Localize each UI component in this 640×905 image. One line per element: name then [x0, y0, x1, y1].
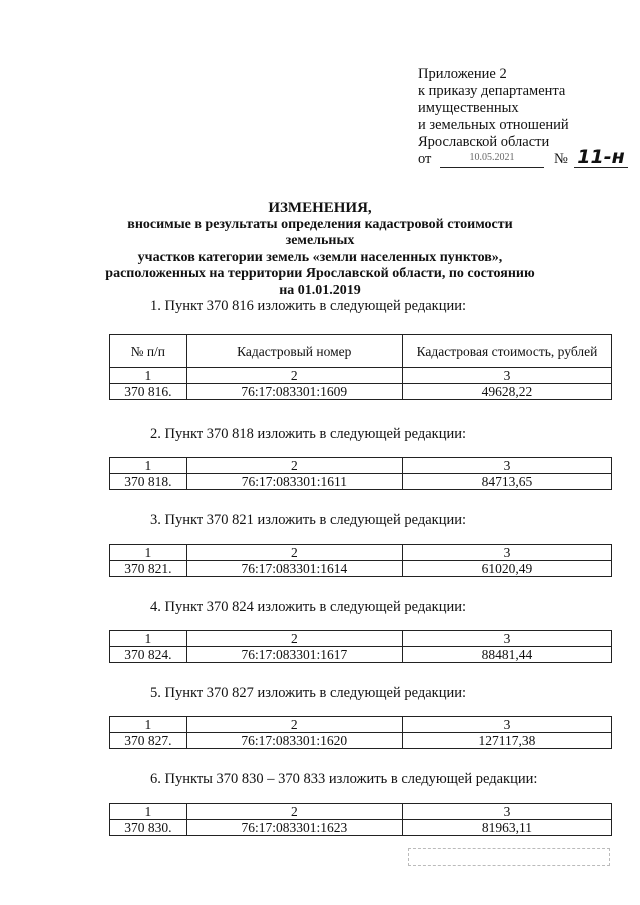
- appendix-line: Приложение 2: [418, 66, 507, 82]
- table-row: [110, 820, 612, 836]
- col-number-1: 1: [110, 804, 187, 820]
- row-number: 370 821.: [110, 561, 187, 577]
- table-row: [110, 384, 612, 400]
- col-number-2: 2: [186, 717, 402, 733]
- column-number-row: [110, 631, 612, 647]
- row-value: 127117,38: [402, 733, 611, 749]
- table-row: [110, 647, 612, 663]
- row-value: 88481,44: [402, 647, 611, 663]
- col-number-1: 1: [110, 458, 187, 474]
- appendix-line: Ярославской области: [418, 134, 550, 150]
- row-number: 370 818.: [110, 474, 187, 490]
- table-row: [110, 733, 612, 749]
- column-number-row: [110, 545, 612, 561]
- section-title: 4. Пункт 370 824 изложить в следующей редакции:: [150, 599, 467, 615]
- table-row: [110, 474, 612, 490]
- col-number-2: 2: [186, 545, 402, 561]
- data-table: [109, 544, 612, 577]
- table-row: [110, 561, 612, 577]
- col-number-3: 3: [402, 458, 611, 474]
- header-cadastral: Кадастровый номер: [186, 335, 402, 368]
- row-cadastral: 76:17:083301:1623: [186, 820, 402, 836]
- header-value: Кадастровая стоимость, рублей: [402, 335, 611, 368]
- data-table: [109, 716, 612, 749]
- column-number-row: [110, 717, 612, 733]
- column-number-row: [110, 804, 612, 820]
- col-number-1: 1: [110, 545, 187, 561]
- col-number-1: 1: [110, 631, 187, 647]
- row-number: 370 830.: [110, 820, 187, 836]
- col-number-2: 2: [186, 458, 402, 474]
- col-number-2: 2: [186, 368, 402, 384]
- col-number-3: 3: [402, 804, 611, 820]
- order-number: 11-н: [574, 147, 628, 168]
- col-number-3: 3: [402, 545, 611, 561]
- appendix-line: и земельных отношений: [418, 117, 569, 133]
- column-number-row: [110, 458, 612, 474]
- row-number: 370 816.: [110, 384, 187, 400]
- col-number-1: 1: [110, 368, 187, 384]
- section-title: 1. Пункт 370 816 изложить в следующей редакции:: [150, 298, 467, 314]
- section-title: 3. Пункт 370 821 изложить в следующей редакции:: [150, 512, 467, 528]
- data-table: [109, 334, 612, 400]
- row-cadastral: 76:17:083301:1620: [186, 733, 402, 749]
- data-table: [109, 630, 612, 663]
- bleed-through-artifact: [408, 848, 610, 866]
- heading-line: расположенных на территории Ярославской области, по состоянию: [105, 266, 535, 281]
- col-number-3: 3: [402, 631, 611, 647]
- appendix-line: имущественных: [418, 100, 519, 116]
- row-value: 61020,49: [402, 561, 611, 577]
- row-value: 81963,11: [402, 820, 611, 836]
- order-number-label: №: [554, 151, 568, 167]
- row-cadastral: 76:17:083301:1617: [186, 647, 402, 663]
- heading-line: участков категории земель «земли населенных пунктов»,: [137, 249, 503, 265]
- data-table: [109, 803, 612, 836]
- order-date: 10.05.2021: [440, 151, 544, 168]
- col-number-3: 3: [402, 717, 611, 733]
- header-number: № п/п: [110, 335, 187, 368]
- row-value: 84713,65: [402, 474, 611, 490]
- heading-line: на 01.01.2019: [279, 282, 361, 298]
- column-number-row: [110, 368, 612, 384]
- section-title: 6. Пункты 370 830 – 370 833 изложить в следующей редакции:: [150, 771, 538, 787]
- order-from-label: от: [418, 151, 432, 167]
- row-cadastral: 76:17:083301:1614: [186, 561, 402, 577]
- section-title: 5. Пункт 370 827 изложить в следующей редакции:: [150, 685, 467, 701]
- row-number: 370 824.: [110, 647, 187, 663]
- col-number-3: 3: [402, 368, 611, 384]
- heading-title: ИЗМЕНЕНИЯ,: [268, 200, 372, 216]
- appendix-block: [418, 66, 628, 169]
- col-number-2: 2: [186, 804, 402, 820]
- appendix-line: к приказу департамента: [418, 83, 566, 99]
- row-cadastral: 76:17:083301:1609: [186, 384, 402, 400]
- document-heading: [100, 200, 540, 299]
- order-line: [418, 146, 628, 169]
- table-header-row: [110, 335, 612, 368]
- section-title: 2. Пункт 370 818 изложить в следующей редакции:: [150, 426, 467, 442]
- col-number-2: 2: [186, 631, 402, 647]
- row-number: 370 827.: [110, 733, 187, 749]
- heading-line: вносимые в результаты определения кадастровой стоимости земельных: [127, 216, 513, 248]
- row-value: 49628,22: [402, 384, 611, 400]
- col-number-1: 1: [110, 717, 187, 733]
- data-table: [109, 457, 612, 490]
- row-cadastral: 76:17:083301:1611: [186, 474, 402, 490]
